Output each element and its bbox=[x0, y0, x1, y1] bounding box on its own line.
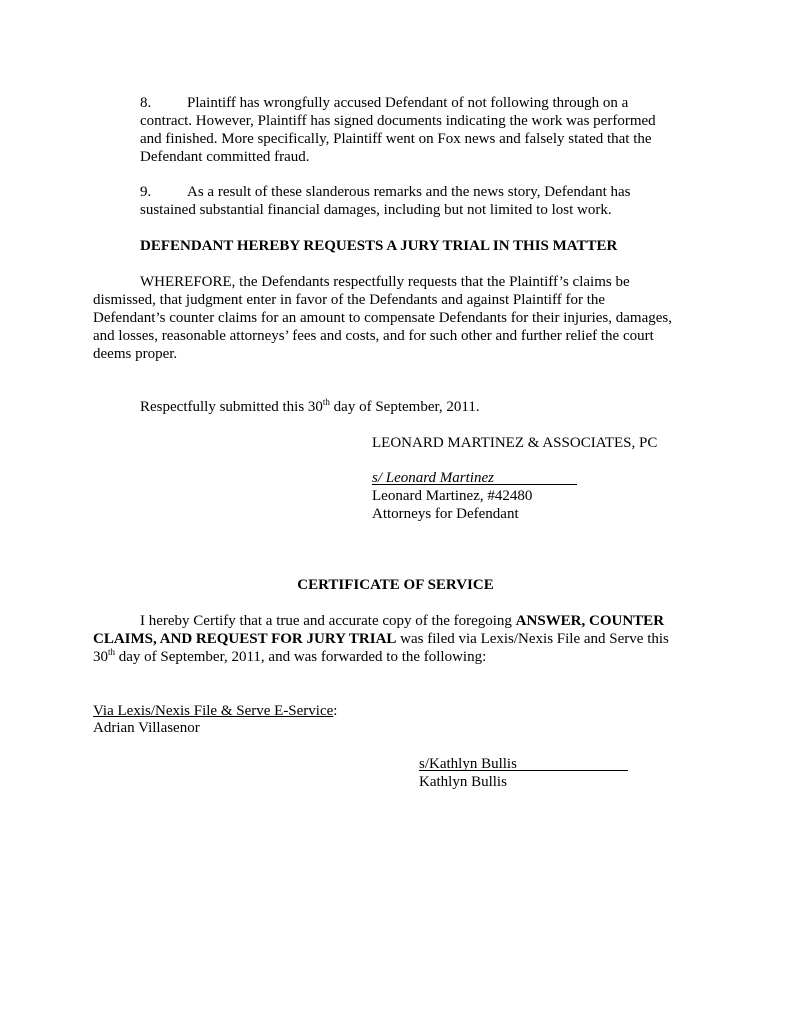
service-recipient: Adrian Villasenor bbox=[93, 720, 200, 736]
service-method-label: Via Lexis/Nexis File & Serve E-Service bbox=[93, 703, 334, 719]
certificate-ordinal: th bbox=[108, 647, 116, 657]
submitted-text: Respectfully submitted this 30 bbox=[140, 399, 323, 415]
attorney-role: Attorneys for Defendant bbox=[372, 506, 519, 522]
certificate-line-2-text: was filed via Lexis/Nexis File and Serve this bbox=[396, 631, 669, 647]
submitted-date-line bbox=[140, 398, 480, 416]
certificate-line-3-text: day of September, 2011, and was forwarded to the following: bbox=[115, 649, 487, 665]
certificate-line-1-bold: ANSWER, COUNTER bbox=[515, 613, 665, 629]
submitted-date: day of September, 2011. bbox=[329, 399, 480, 415]
paragraph-8-line-2: contract. However, Plaintiff has signed documents indicating the work was performed bbox=[140, 113, 656, 129]
submitted-ordinal: th bbox=[322, 397, 330, 407]
jury-trial-heading: DEFENDANT HEREBY REQUESTS A JURY TRIAL IN THIS MATTER bbox=[140, 238, 618, 254]
wherefore-line-1: WHEREFORE, the Defendants respectfully requests that the Plaintiff’s claims be bbox=[140, 274, 630, 290]
paragraph-8-number: 8. bbox=[140, 95, 152, 111]
attorney-name: Leonard Martinez, #42480 bbox=[372, 488, 533, 504]
clerk-signature-line bbox=[419, 755, 628, 771]
certificate-heading: CERTIFICATE OF SERVICE bbox=[297, 577, 494, 593]
paragraph-9-number: 9. bbox=[140, 184, 152, 200]
paragraph-9-line-1: As a result of these slanderous remarks and the news story, Defendant has bbox=[187, 184, 631, 200]
certificate-line-1-text: I hereby Certify that a true and accurate copy of the foregoing bbox=[140, 613, 516, 629]
paragraph-8-line-4: Defendant committed fraud. bbox=[140, 149, 310, 165]
certificate-line-2-bold: CLAIMS, AND REQUEST FOR JURY TRIAL bbox=[93, 631, 397, 647]
paragraph-8-line-1: Plaintiff has wrongfully accused Defendant of not following through on a bbox=[187, 95, 629, 111]
certificate-line-3-day: 30 bbox=[93, 649, 108, 665]
firm-name: LEONARD MARTINEZ & ASSOCIATES, PC bbox=[372, 435, 658, 451]
paragraph-9-line-2: sustained substantial financial damages, including but not limited to lost work. bbox=[140, 202, 612, 218]
wherefore-line-3: Defendant’s counter claims for an amount to compensate Defendants for their injuries, damages, bbox=[93, 310, 672, 326]
clerk-name: Kathlyn Bullis bbox=[419, 774, 507, 790]
attorney-signature: s/ Leonard Martinez bbox=[372, 470, 494, 486]
paragraph-8-line-3: and finished. More specifically, Plaintiff went on Fox news and falsely stated that the bbox=[140, 131, 652, 147]
wherefore-line-5: deems proper. bbox=[93, 346, 178, 362]
wherefore-line-4: and losses, reasonable attorneys’ fees and costs, and for such other and further relief the court bbox=[93, 328, 654, 344]
wherefore-line-2: dismissed, that judgment enter in favor of the Defendants and against Plaintiff for the bbox=[93, 292, 606, 308]
clerk-signature: s/Kathlyn Bullis bbox=[419, 756, 517, 772]
service-method bbox=[93, 702, 337, 720]
service-method-colon: : bbox=[333, 703, 338, 719]
attorney-signature-line bbox=[372, 469, 577, 485]
